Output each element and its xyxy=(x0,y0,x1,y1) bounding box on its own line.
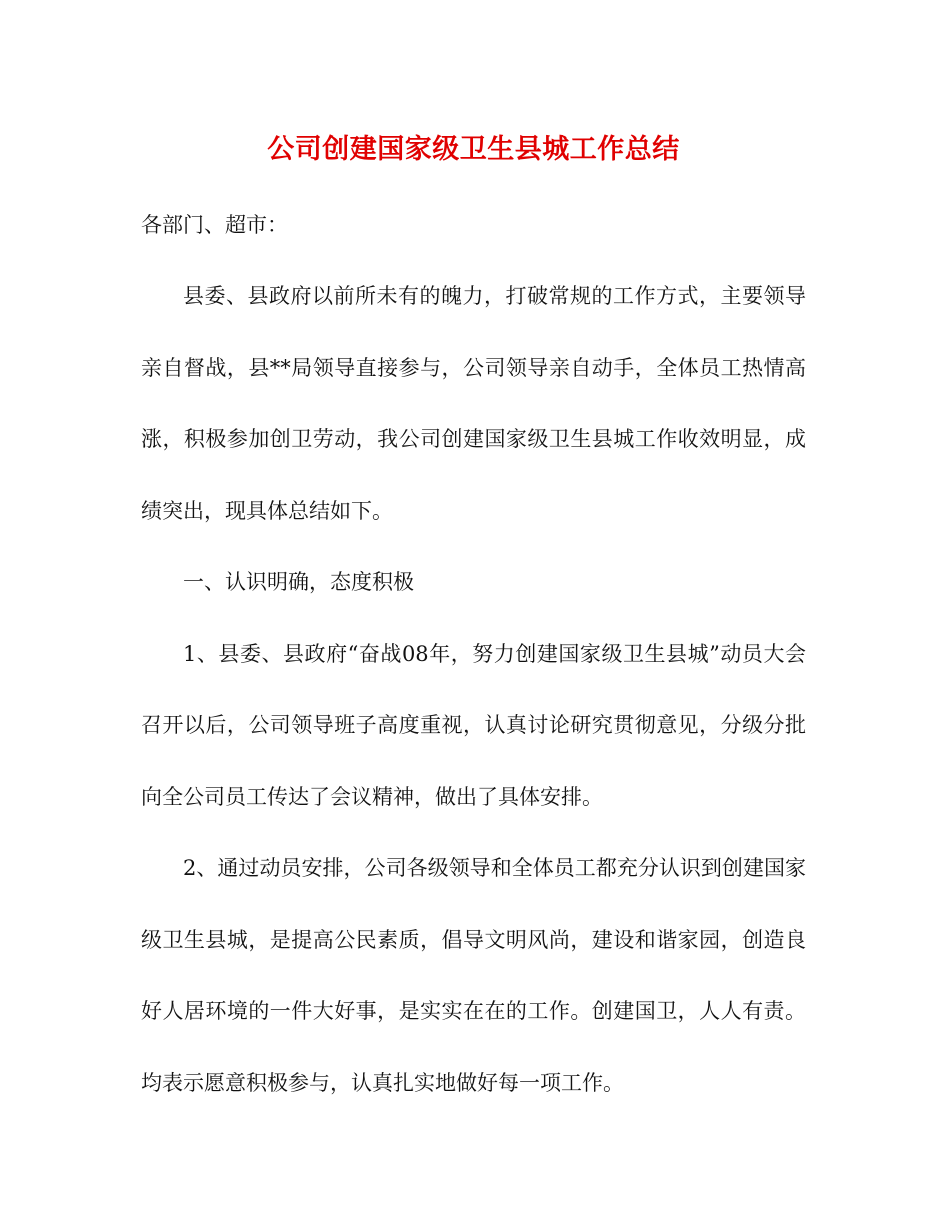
document-body xyxy=(141,120,806,1119)
section-heading-1: 一、认识明确，态度积极 xyxy=(183,570,414,594)
paragraph-item-1: 1、县委、县政府“奋战08年，努力创建国家级卫生县城”动员大会召开以后，公司领导班子高度重视，认真讨论研究贯彻意见，分级分批向全公司员工传达了会议精神，做出了具体安排。 xyxy=(141,641,806,809)
paragraph-item-2: 2、通过动员安排，公司各级领导和全体员工都充分认识到创建国家级卫生县城，是提高公民素质，倡导文明风尚，建设和谐家园，创造良好人居环境的一件大好事，是实实在在的工作。创建国卫，人人有责。均表示愿意积极参与，认真扎实地做好每一项工作。 xyxy=(141,856,806,1095)
paragraph-intro: 县委、县政府以前所未有的魄力，打破常规的工作方式，主要领导亲自督战，县**局领导直接参与，公司领导亲自动手，全体员工热情高涨，积极参加创卫劳动，我公司创建国家级卫生县城工作收效明显，成绩突出，现具体总结如下。 xyxy=(141,284,806,523)
greeting-line: 各部门、超市： xyxy=(141,213,288,237)
document-title: 公司创建国家级卫生县城工作总结 xyxy=(267,134,680,165)
